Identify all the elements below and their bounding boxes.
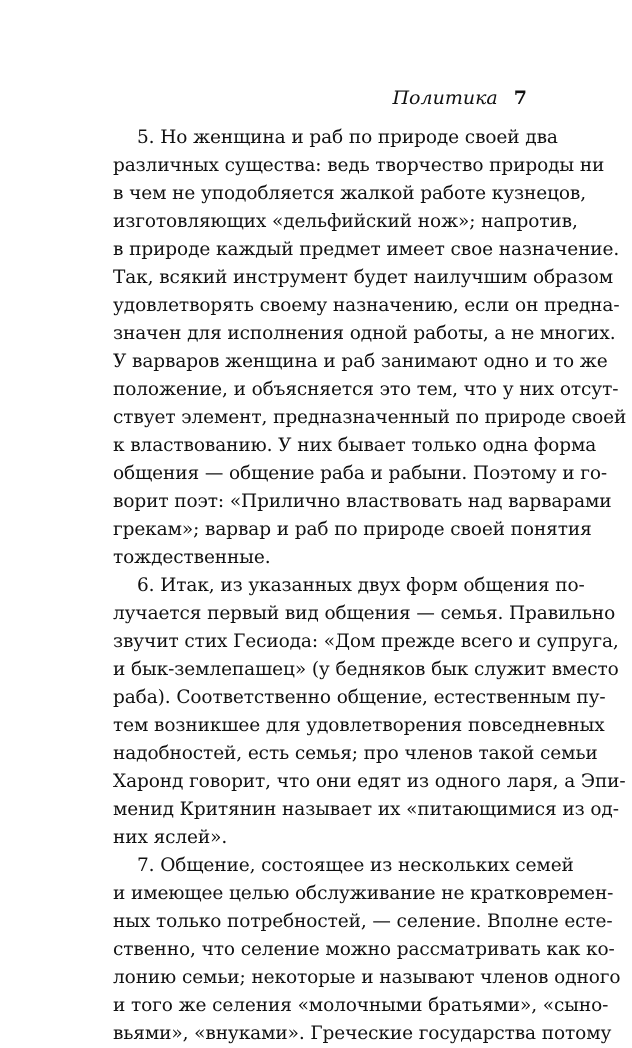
text-line: звучит стих Гесиода: «Дом прежде всего и супруга, xyxy=(113,631,619,652)
text-line: ворит поэт: «Прилично властвовать над варварами xyxy=(113,491,612,512)
text-line: 7. Общение, состоящее из нескольких семей xyxy=(137,855,574,876)
text-line: лучается первый вид общения — семья. Правильно xyxy=(113,603,616,624)
text-line: положение, и объясняется это тем, что у них отсут- xyxy=(113,379,619,400)
text-line: общения — общение раба и рабыни. Поэтому и го- xyxy=(113,463,608,484)
running-head xyxy=(392,86,527,110)
text-line: различных существа: ведь творчество природы ни xyxy=(113,155,605,176)
text-line: 6. Итак, из указанных двух форм общения по- xyxy=(137,575,585,596)
text-line: и имеющее целью обслуживание не кратковремен- xyxy=(113,883,614,904)
text-line: изготовляющих «дельфийский нож»; напротив, xyxy=(113,211,578,232)
text-line: значен для исполнения одной работы, а не многих. xyxy=(113,323,616,344)
text-line: в природе каждый предмет имеет свое назначение. xyxy=(113,239,620,260)
text-line: ных только потребностей, — селение. Вполне есте- xyxy=(113,911,613,932)
text-line: раба). Соответственно общение, естественным пу- xyxy=(113,687,606,708)
paragraph-5 xyxy=(113,124,627,572)
paragraph-6 xyxy=(113,572,626,852)
text-line: и того же селения «молочными братьями», «сыно- xyxy=(113,995,609,1016)
text-line: к властвованию. У них бывает только одна форма xyxy=(113,435,597,456)
text-line: лонию семьи; некоторые и называют членов одного xyxy=(113,967,621,988)
text-line: удовлетворять своему назначению, если он предна- xyxy=(113,295,620,316)
text-line: грекам»; варвар и раб по природе своей понятия xyxy=(113,519,592,540)
paragraph-7 xyxy=(113,852,621,1048)
text-line: них яслей». xyxy=(113,827,228,848)
text-line: ственно, что селение можно рассматривать как ко- xyxy=(113,939,615,960)
text-line: Харонд говорит, что они едят из одного ларя, а Эпи- xyxy=(113,771,626,792)
text-line: вьями», «внуками». Греческие государства потому xyxy=(113,1023,612,1044)
running-title: Политика xyxy=(392,87,498,109)
text-line: тем возникшее для удовлетворения повседневных xyxy=(113,715,605,736)
text-line: и бык-землепашец» (у бедняков бык служит вместо xyxy=(113,659,619,680)
body-text xyxy=(113,124,627,1048)
page-number: 7 xyxy=(513,87,527,109)
text-line: надобностей, есть семья; про членов такой семьи xyxy=(113,743,598,764)
text-line: менид Критянин называет их «питающимися из од- xyxy=(113,799,619,820)
text-line: Так, всякий инструмент будет наилучшим образом xyxy=(113,267,614,288)
text-line: в чем не уподобляется жалкой работе кузнецов, xyxy=(113,183,587,204)
text-line: тождественные. xyxy=(113,547,271,568)
text-line: 5. Но женщина и раб по природе своей два xyxy=(137,127,558,148)
text-line: ствует элемент, предназначенный по природе своей xyxy=(113,407,627,428)
text-line: У варваров женщина и раб занимают одно и то же xyxy=(113,351,608,372)
